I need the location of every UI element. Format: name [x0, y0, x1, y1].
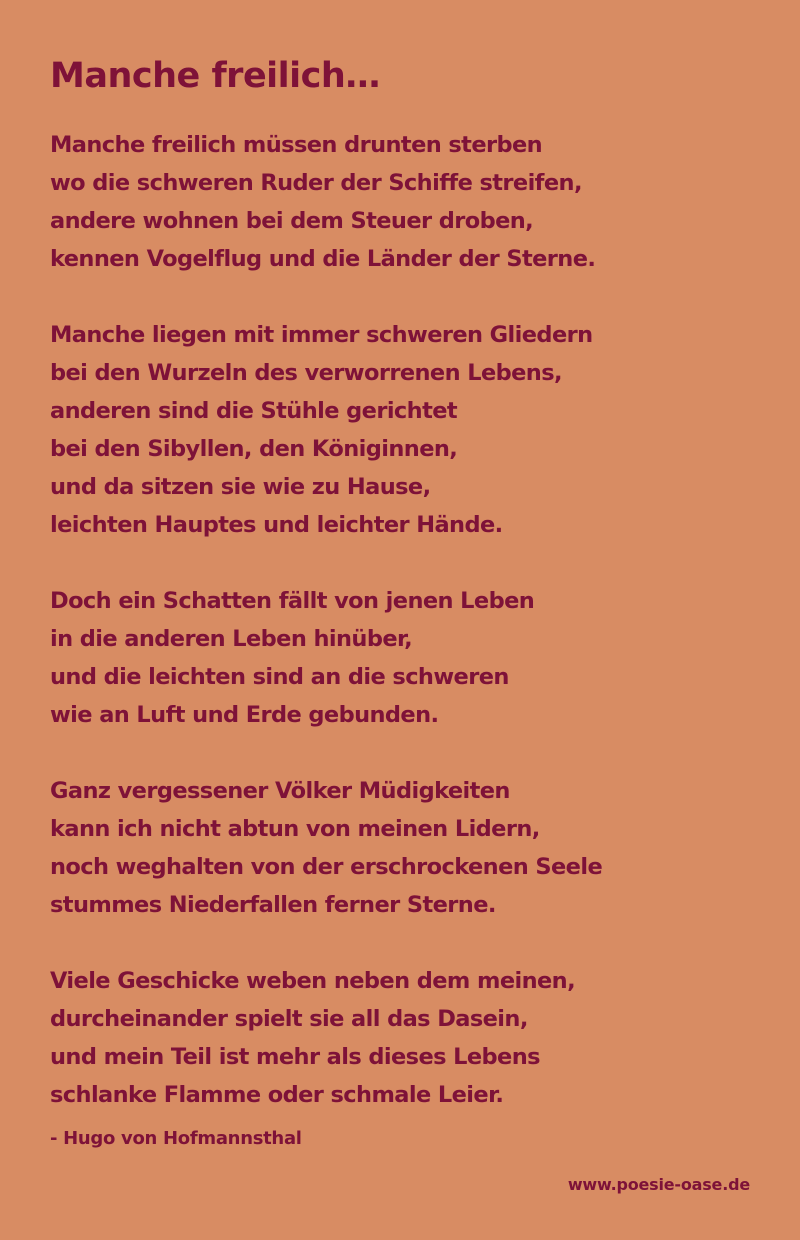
poem-line: noch weghalten von der erschrockenen Seele: [50, 854, 603, 880]
stanza: [50, 582, 770, 734]
poem-body: [50, 126, 770, 1152]
poem-line: Viele Geschicke weben neben dem meinen,: [50, 968, 576, 994]
poem-line: stummes Niederfallen ferner Sterne.: [50, 892, 496, 918]
stanza: [50, 316, 770, 544]
poem-line: und da sitzen sie wie zu Hause,: [50, 474, 431, 500]
poem-line: bei den Sibyllen, den Königinnen,: [50, 436, 458, 462]
stanza: [50, 962, 770, 1114]
poem-line: kennen Vogelflug und die Länder der Sterne.: [50, 246, 596, 272]
poem-line: schlanke Flamme oder schmale Leier.: [50, 1082, 504, 1108]
stanza: [50, 772, 770, 924]
poem-line: durcheinander spielt sie all das Dasein,: [50, 1006, 528, 1032]
poem-line: bei den Wurzeln des verworrenen Lebens,: [50, 360, 562, 386]
poem-line: andere wohnen bei dem Steuer droben,: [50, 208, 534, 234]
website-link[interactable]: www.poesie-oase.de: [567, 1175, 750, 1194]
poem-line: leichten Hauptes und leichter Hände.: [50, 512, 503, 538]
poem-line: Manche freilich müssen drunten sterben: [50, 132, 543, 158]
poem-line: Ganz vergessener Völker Müdigkeiten: [50, 778, 510, 804]
poem-line: kann ich nicht abtun von meinen Lidern,: [50, 816, 540, 842]
poem-line: Manche liegen mit immer schweren Gliedern: [50, 322, 593, 348]
poem-line: und die leichten sind an die schweren: [50, 664, 509, 690]
poem-line: Doch ein Schatten fällt von jenen Leben: [50, 588, 535, 614]
stanza: [50, 126, 770, 278]
poem-line: in die anderen Leben hinüber,: [50, 626, 413, 652]
poem-line: und mein Teil ist mehr als dieses Lebens: [50, 1044, 540, 1070]
poem-title: Manche freilich…: [50, 56, 380, 96]
poem-line: wo die schweren Ruder der Schiffe streifen,: [50, 170, 582, 196]
poem-author: - Hugo von Hofmannsthal: [50, 1128, 302, 1149]
poem-line: anderen sind die Stühle gerichtet: [50, 398, 458, 424]
poem-line: wie an Luft und Erde gebunden.: [50, 702, 439, 728]
